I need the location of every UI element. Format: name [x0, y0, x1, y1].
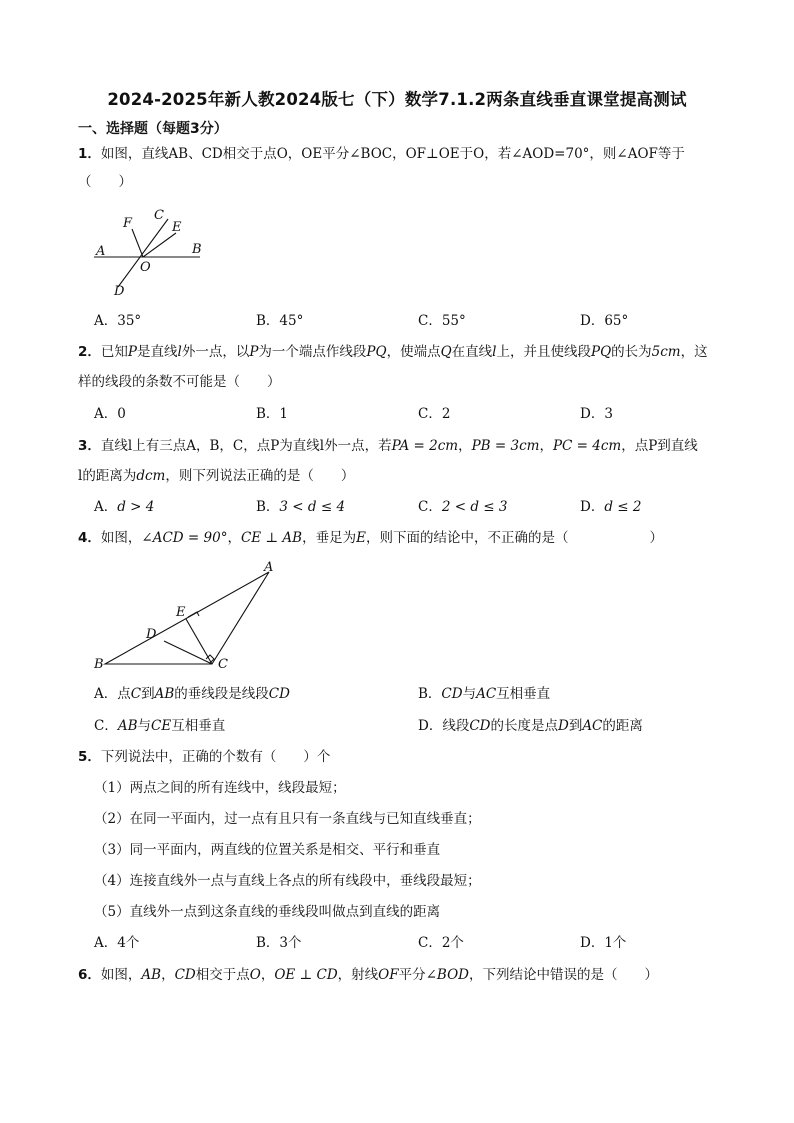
- question-3-stem-cont: l的距离为dcm，则下列说法正确的是（ ）: [78, 468, 355, 484]
- q5-option-b[interactable]: B．3个: [256, 935, 302, 951]
- q2-option-d[interactable]: D．3: [580, 406, 613, 422]
- q3-option-d[interactable]: D．d ≤ 2: [580, 499, 642, 515]
- label-B: B: [192, 242, 202, 257]
- q5-statement-3: （3）同一平面内，两直线的位置关系是相交、平行和垂直: [94, 842, 441, 858]
- q5-statement-4: （4）连接直线外一点与直线上各点的所有线段中，垂线段最短；: [94, 873, 481, 889]
- label-D: D: [114, 284, 125, 297]
- label-C: C: [218, 657, 228, 672]
- question-5-stem: 5．下列说法中，正确的个数有（ ）个: [78, 749, 331, 765]
- q3-option-a[interactable]: A．d > 4: [94, 499, 155, 515]
- q2-option-a[interactable]: A．0: [94, 406, 126, 422]
- figure-q1: [88, 205, 208, 297]
- question-1-stem: 1．如图，直线AB、CD相交于点O，OE平分∠BOC，OF⊥OE于O，若∠AOD=70°，则∠AOF等于: [78, 146, 685, 162]
- page-title: 2024-2025年新人教2024版七（下）数学7.1.2两条直线垂直课堂提高测试: [107, 90, 687, 109]
- q1-option-c[interactable]: C．55°: [418, 313, 466, 329]
- q5-option-a[interactable]: A．4个: [94, 935, 140, 951]
- q1-option-d[interactable]: D．65°: [580, 313, 629, 329]
- q2-option-b[interactable]: B．1: [256, 406, 289, 422]
- q5-option-c[interactable]: C．2个: [418, 935, 464, 951]
- q1-option-b[interactable]: B．45°: [256, 313, 304, 329]
- q2-option-c[interactable]: C．2: [418, 406, 451, 422]
- question-2-stem-cont: 样的线段的条数不可能是（ ）: [78, 374, 281, 390]
- q4-option-d[interactable]: D．线段CD的长度是点D到AC的距离: [418, 718, 643, 734]
- q4-option-c[interactable]: C．AB与CE互相垂直: [94, 718, 226, 734]
- q1-option-a[interactable]: A．35°: [94, 313, 142, 329]
- label-E: E: [176, 605, 186, 620]
- q3-option-b[interactable]: B．3 < d ≤ 4: [256, 499, 346, 515]
- label-A: A: [264, 560, 274, 575]
- q4-option-b[interactable]: B．CD与AC互相垂直: [418, 686, 551, 702]
- label-D: D: [146, 627, 157, 642]
- q5-option-d[interactable]: D．1个: [580, 935, 627, 951]
- question-1-blank: （ ）: [78, 174, 132, 190]
- question-3-stem: 3．直线l上有三点A，B，C，点P为直线l外一点，若PA = 2cm，PB = 3cm，PC = 4cm，点P到直线: [78, 438, 698, 454]
- section-heading: 一、选择题（每题3分）: [78, 121, 228, 137]
- label-B: B: [94, 657, 104, 672]
- q5-statement-5: （5）直线外一点到这条直线的垂线段叫做点到直线的距离: [94, 904, 441, 920]
- question-6-stem: 6．如图，AB，CD相交于点O，OE ⊥ CD，射线OF平分∠BOD，下列结论中错误的是（ ）: [78, 967, 658, 983]
- q5-statement-1: （1）两点之间的所有连线中，线段最短；: [94, 780, 346, 796]
- question-2-stem: 2．已知P是直线l外一点，以P为一个端点作线段PQ，使端点Q在直线l上，并且使线段PQ的长为5cm，这: [78, 344, 708, 360]
- label-E: E: [172, 220, 182, 235]
- label-O: O: [140, 260, 151, 275]
- label-A: A: [96, 244, 106, 259]
- label-C: C: [154, 208, 164, 223]
- label-F: F: [123, 216, 133, 231]
- q5-statement-2: （2）在同一平面内，过一点有且只有一条直线与已知直线垂直；: [94, 811, 481, 827]
- q4-option-a[interactable]: A．点C到AB的垂线段是线段CD: [94, 686, 290, 702]
- question-4-stem: 4．如图，∠ACD = 90°，CE ⊥ AB，垂足为E，则下面的结论中，不正确的是（ ）: [78, 530, 663, 546]
- figure-q4: [88, 558, 288, 672]
- question-number: 1．: [78, 146, 101, 162]
- q3-option-c[interactable]: C．2 < d ≤ 3: [418, 499, 508, 515]
